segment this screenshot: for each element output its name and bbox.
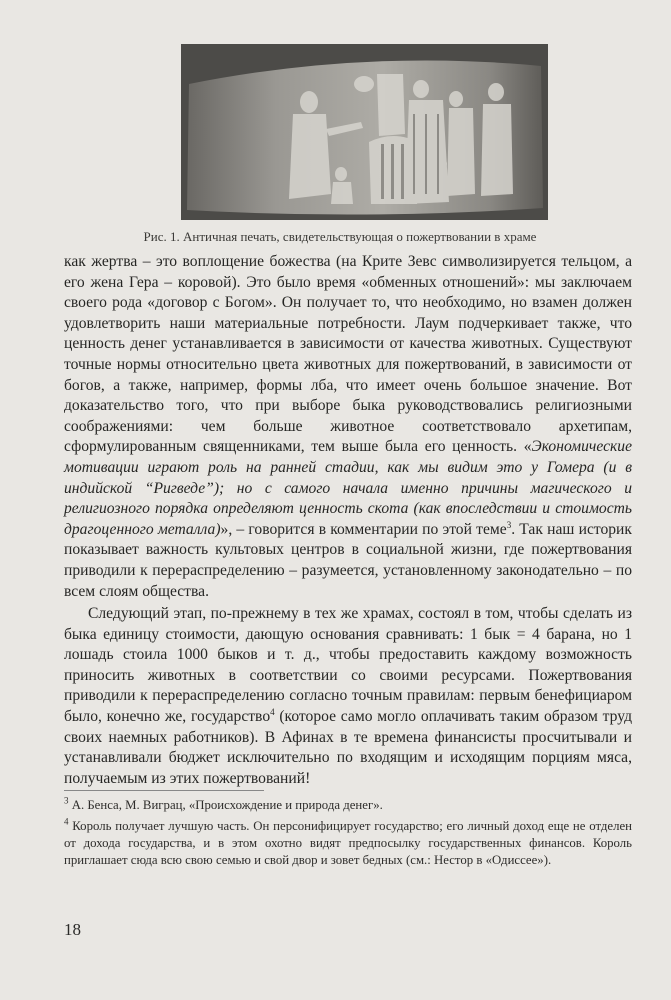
footnote-ref-3[interactable]: 3 [506,519,512,530]
seal-relief-image [181,44,548,220]
p2-text-a: Следующий этап, по-прежнему в тех же храмах, состоял в том, чтобы сделать из быка единицу стоимости, дающую основания сравнивать: 1 бык = 4 барана, но 1 лошадь стоила 1000 быков и т. д., чтобы предоставить каждому возможность приносить животных в соответствии со своими ресурсами. Пожертвования приводили к перераспределению согласно точным правилам: первым бенефициаром было, конечно же, государство [64,605,632,726]
footnotes [64,797,632,873]
footnote-ref-4[interactable]: 4 [270,706,275,717]
footnote-3-number: 3 [64,795,69,806]
figure-caption: Рис. 1. Античная печать, свидетельствующая о пожертвовании в храме [143,229,537,244]
paragraph-1 [64,252,632,602]
cylinder-seal-photo [181,44,548,220]
footnote-4-number: 4 [64,816,69,827]
footnote-divider [64,790,264,791]
footnote-4-text: Король получает лучшую часть. Он персонифицирует государство; его личный доход еще не отделен от дохода государства, и в этом охотно видят предпосылку государственных финансов. Король приглашает сюда всю свою семью и свой двор и зовет бедных (см.: Нестор в «Одиссее»). [64,819,632,867]
p2-text-b: (которое само могло оплачивать таким образом труд своих наемных работников). В Афинах в те времена финансисты просчитывали и устанавливали бюджет исключительно по входящим и исходящим порциям мяса, получаемым из этих пожертвований! [64,708,633,787]
body-text [64,252,632,789]
p1-text-a: как жертва – это воплощение божества (на Крите Зевс символизируется тельцом, а его жена Гера – коровой). Это было время «обменных отношений»: мы заключаем своего рода «договор с Богом». Он получает то, что необходимо, но взамен должен удовлетворить наши материальные потребности. Лаум подчеркивает также, что ценность денег устанавливается в зависимости от качества животных. Существуют точные нормы относительно цвета животных для пожертвований, в зависимости от богов, а также, например, формы лба, что имеет очень большое значение. Вот доказательство того, что при выборе быка руководствовались религиозными соображениями: чем больше животное соответствовало архетипам, сформулированным священниками, тем выше была его ценность. « [64,253,632,456]
p1-text-b: », – говорится в комментарии по этой теме [220,520,507,538]
footnote-4 [64,818,632,869]
footnote-3-text: А. Бенса, М. Виграц, «Происхождение и природа денег». [68,798,383,812]
paragraph-2 [64,604,632,789]
footnote-3 [64,797,632,814]
p1-text-c: . Так наш историк показывает важность культовых центров в социальной жизни, где пожертвования приводили к перераспределению – разумеется, установленному законодательно – по всем слоям общества. [64,520,632,600]
page-number: 18 [64,920,81,939]
p1-quote: Экономические мотивации играют роль на ранней стадии, как мы видим это у Гомера (и в индийской “Ригведе”); но с самого начала именно причины магического и религиозного порядка определяют ценность скота (как впоследствии и стоимость драгоценного металла) [64,438,632,538]
